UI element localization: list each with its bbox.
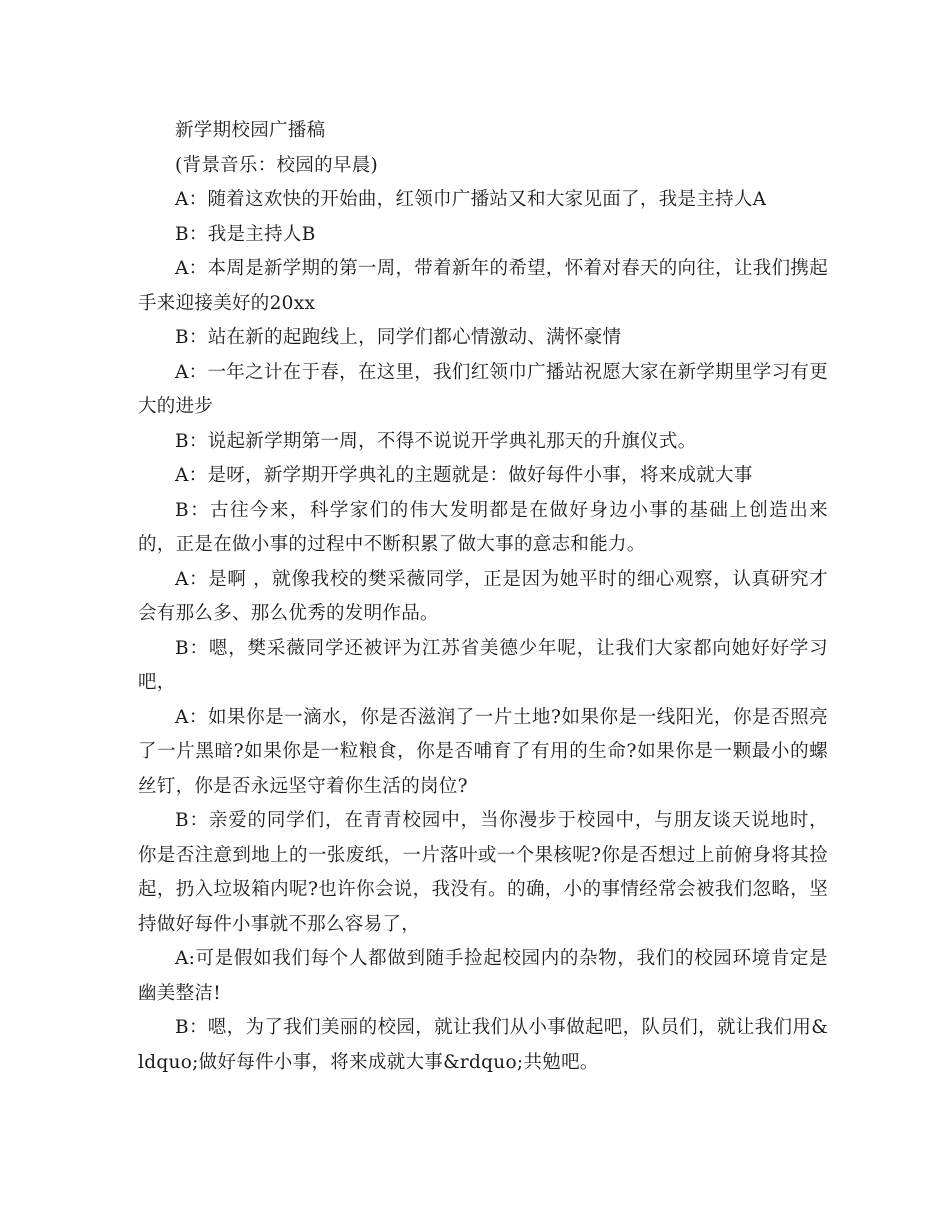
dialogue-line: B：嗯，为了我们美丽的校园，就让我们从小事做起吧，队员们，就让我们用&ldquo;做好每件小事，将来成就大事&rdquo;共勉吧。 bbox=[138, 1017, 828, 1073]
dialogue-line: A：如果你是一滴水，你是否滋润了一片土地?如果你是一线阳光，你是否照亮了一片黑暗?如果你是一粒粮食，你是否哺育了有用的生命?如果你是一颗最小的螺丝钉，你是否永远坚守着你生活的岗位? bbox=[138, 706, 828, 797]
dialogue-line: B：说起新学期第一周，不得不说说开学典礼那天的升旗仪式。 bbox=[175, 430, 697, 452]
dialogue-line: A：随着这欢快的开始曲，红领巾广播站又和大家见面了，我是主持人A bbox=[175, 189, 767, 210]
dialogue-line: A：是呀，新学期开学典礼的主题就是：做好每件小事，将来成就大事 bbox=[175, 465, 753, 486]
dialogue-line: B：我是主持人B bbox=[175, 223, 316, 245]
dialogue-line: B：站在新的起跑线上，同学们都心情激动、满怀豪情 bbox=[175, 327, 622, 348]
dialogue-line: A：本周是新学期的第一周，带着新年的希望，怀着对春天的向往，让我们携起手来迎接美好的20xx bbox=[138, 258, 828, 314]
dialogue-line: B：古往今来，科学家们的伟大发明都是在做好身边小事的基础上创造出来的，正是在做小事的过程中不断积累了做大事的意志和能力。 bbox=[138, 499, 828, 555]
stage-direction: (背景音乐：校园的早晨) bbox=[175, 154, 379, 176]
dialogue-line: A:可是假如我们每个人都做到随手捡起校园内的杂物，我们的校园环境肯定是幽美整洁! bbox=[138, 948, 828, 1004]
document-body bbox=[138, 114, 828, 1080]
dialogue-line: B：嗯，樊采薇同学还被评为江苏省美德少年呢，让我们大家都向她好好学习吧， bbox=[138, 637, 828, 693]
dialogue-line: B：亲爱的同学们，在青青校园中，当你漫步于校园中，与朋友谈天说地时，你是否注意到地上的一张废纸，一片落叶或一个果核呢?你是否想过上前俯身将其捡起，扔入垃圾箱内呢?也许你会说，我没有。的确，小的事情经常会被我们忽略，坚持做好每件小事就不那么容易了， bbox=[138, 810, 828, 935]
dialogue-line: A：是啊 ，就像我校的樊采薇同学，正是因为她平时的细心观察，认真研究才会有那么多、那么优秀的发明作品。 bbox=[138, 568, 828, 624]
dialogue-line: A：一年之计在于春，在这里，我们红领巾广播站祝愿大家在新学期里学习有更大的进步 bbox=[138, 361, 828, 417]
document-title: 新学期校园广播稿 bbox=[175, 120, 326, 141]
